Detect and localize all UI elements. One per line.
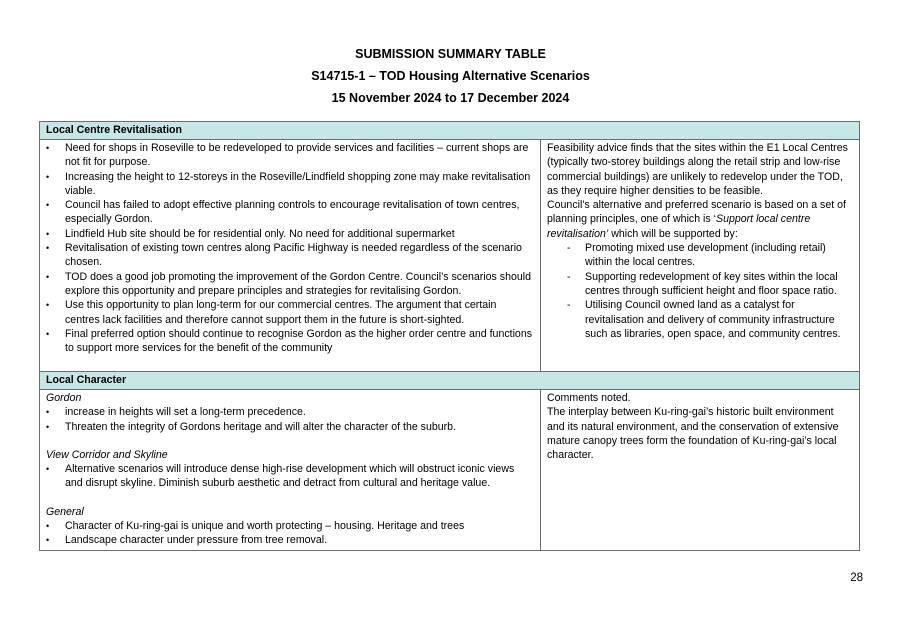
consultation-dates: 15 November 2024 to 17 December 2024 — [331, 91, 570, 105]
list-item: • Council has failed to adopt effective planning controls to encourage revitalisation of town centres, especially Gordon. — [46, 198, 534, 227]
section-heading: Local Centre Revitalisation — [40, 122, 860, 140]
group-label: View Corridor and Skyline — [46, 448, 168, 461]
list-item: • TOD does a good job promoting the improvement of the Gordon Centre. Council’s scenarios should explore this opportunity and prepare principles and strategies for revitalising Gordon. — [46, 270, 534, 299]
section-heading: Local Character — [40, 372, 860, 390]
section-heading-row — [40, 372, 860, 390]
response-paragraph: Feasibility advice finds that the sites within the E1 Local Centres (typically two-storey buildings along the retail strip and low-rise commercial buildings) are unlikely to redevelop under the TOD, as they require higher densities to be feasible. — [547, 142, 848, 197]
submission-list — [46, 141, 534, 355]
response-paragraph: Council’s alternative and preferred scenario is based on a set of planning principles, one of which is ‘Support local centre revitalisation’ which will be supported by: — [547, 199, 846, 240]
list-item: - Supporting redevelopment of key sites within the local centres through sufficient height and floor space ratio. — [565, 270, 853, 299]
list-item: • Threaten the integrity of Gordons heritage and will alter the character of the suburb. — [46, 420, 534, 434]
list-item: • Need for shops in Roseville to be redeveloped to provide services and facilities – current shops are not fit for purpose. — [46, 141, 534, 170]
submission-list — [46, 519, 534, 548]
response-paragraph: Comments noted. — [547, 392, 631, 404]
submission-summary-table — [39, 121, 860, 551]
document-subtitle: S14715-1 – TOD Housing Alternative Scenarios — [311, 69, 590, 83]
table-row — [40, 140, 860, 372]
group-label: General — [46, 505, 84, 518]
list-item: • increase in heights will set a long-term precedence. — [46, 405, 534, 419]
list-item: • Lindfield Hub site should be for residential only. No need for additional supermarket — [46, 227, 534, 241]
response-cell — [541, 140, 860, 372]
response-points — [547, 241, 853, 341]
list-item: • Revitalisation of existing town centres along Pacific Highway is needed regardless of the scenario chosen. — [46, 241, 534, 270]
document-header — [0, 43, 901, 109]
list-item: - Promoting mixed use development (including retail) within the local centres. — [565, 241, 853, 270]
submission-cell — [40, 390, 541, 551]
response-paragraph: The interplay between Ku-ring-gai’s historic built environment and its natural environment, and the conservation of extensive mature canopy trees form the foundation of Ku-ring-gai’s local character. — [547, 406, 839, 462]
response-cell — [541, 390, 860, 551]
table-row — [40, 390, 860, 551]
group-label: Gordon — [46, 392, 82, 404]
list-item: • Alternative scenarios will introduce dense high-rise development which will obstruct iconic views and disrupt skyline. Diminish suburb aesthetic and detract from cultural and heritage value. — [46, 462, 534, 491]
list-item: • Use this opportunity to plan long-term for our commercial centres. The argument that certain centres lack facilities and therefore cannot support them in the future is short-sighted. — [46, 298, 534, 327]
list-item: • Increasing the height to 12-storeys in the Roseville/Lindfield shopping zone may make revitalisation viable. — [46, 170, 534, 199]
submission-cell — [40, 140, 541, 372]
submission-list — [46, 462, 534, 491]
list-item: - Utilising Council owned land as a catalyst for revitalisation and delivery of community infrastructure such as libraries, open space, and community centres. — [565, 298, 853, 341]
submission-list — [46, 405, 534, 434]
section-heading-row — [40, 122, 860, 140]
document-title: SUBMISSION SUMMARY TABLE — [355, 47, 546, 61]
list-item: • Final preferred option should continue to recognise Gordon as the higher order centre and functions to support more services for the benefit of the community — [46, 327, 534, 356]
page-number: 28 — [850, 572, 863, 584]
list-item: • Landscape character under pressure from tree removal. — [46, 533, 534, 547]
list-item: • Character of Ku-ring-gai is unique and worth protecting – housing. Heritage and trees — [46, 519, 534, 533]
